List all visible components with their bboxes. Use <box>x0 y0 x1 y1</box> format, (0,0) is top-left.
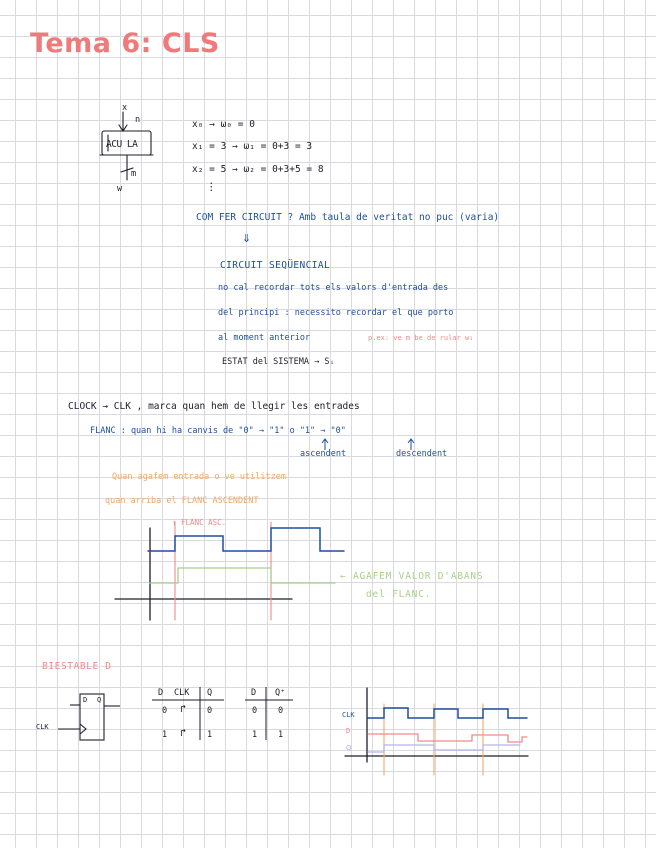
table-header: D <box>158 688 164 698</box>
orange-note-line: quan arriba el FLANC ASCENDENT <box>105 496 259 506</box>
table-header: CLK <box>174 688 190 698</box>
note-line: al moment anterior <box>218 333 311 343</box>
equation-line: x₁ = 3 → ω₁ = 0+3 = 3 <box>192 141 313 152</box>
question-text: COM FER CIRCUIT ? Amb taula de veritat no puc (varia) <box>196 212 500 223</box>
table-cell: 0 <box>252 706 258 716</box>
note-line: no cal recordar tots els valors d'entrada des <box>218 283 449 293</box>
table-cell: ↱ <box>180 727 187 739</box>
ascendent-arrow <box>322 439 414 450</box>
table-cell: 1 <box>207 730 213 740</box>
accum-box-label: ACU LA <box>106 139 138 150</box>
biestable-q-pin: Q <box>97 696 102 704</box>
ascendent-label: ascendent <box>300 449 347 459</box>
biestable-d-pin: D <box>83 696 88 704</box>
note-example: p.ex: ve m be de rular w₁ <box>368 334 474 342</box>
table-cell: ↱ <box>180 703 187 715</box>
accum-output-m: m <box>131 169 137 179</box>
accum-output-w: w <box>117 184 123 194</box>
arrow-down-icon: ⇓ <box>242 228 252 246</box>
table-cell: 1 <box>252 730 258 740</box>
timing-q-label: Q <box>346 744 352 752</box>
clock-line: CLOCK → CLK , marca quan hem de llegir les entrades <box>68 401 360 412</box>
table-cell: 0 <box>207 706 213 716</box>
flanc-timing-diagram <box>115 522 344 620</box>
biestable-timing-diagram <box>345 688 528 775</box>
table-cell: 0 <box>278 706 284 716</box>
equation-line: x₂ = 5 → ω₂ = 0+3+5 = 8 <box>192 164 324 175</box>
equation-line: ⋮ <box>206 181 217 193</box>
accum-input-n: n <box>135 115 141 125</box>
truth-table-lines <box>152 687 293 740</box>
table-cell: 0 <box>162 706 168 716</box>
orange-note-line: Quan agafem entrada o ve utilitzem <box>112 472 286 482</box>
descendent-label: descendent <box>396 449 448 459</box>
flanc-asc-label: ↑ FLANC ASC. <box>172 518 227 527</box>
accum-input-x: x <box>122 103 128 113</box>
note-line: del principi : necessito recordar el que porto <box>218 308 454 318</box>
biestable-heading: BIESTABLE D <box>42 661 112 672</box>
green-note-line: del FLANC. <box>366 589 432 600</box>
circuit-heading: CIRCUIT SEQÜENCIAL <box>220 260 331 271</box>
flanc-line: FLANC : quan hi ha canvis de "0" → "1" o "1" → "0" <box>90 426 346 436</box>
table-header: D <box>251 688 257 698</box>
biestable-clk-pin: CLK <box>36 723 49 731</box>
page-title: Tema 6: CLS <box>30 28 220 59</box>
equation-line: x₀ → ω₀ = 0 <box>192 119 255 130</box>
timing-clk-label: CLK <box>342 711 355 719</box>
table-cell: 1 <box>162 730 168 740</box>
table-header: Q <box>207 688 213 698</box>
table-header: Q⁺ <box>275 688 286 698</box>
timing-d-label: D <box>346 727 351 735</box>
accumulator-box <box>100 112 153 180</box>
estat-line: ESTAT del SISTEMA → Sᵢ <box>222 357 335 367</box>
table-cell: 1 <box>278 730 284 740</box>
biestable-d-symbol <box>58 694 120 740</box>
green-note-line: ← AGAFEM VALOR D'ABANS <box>340 571 484 582</box>
